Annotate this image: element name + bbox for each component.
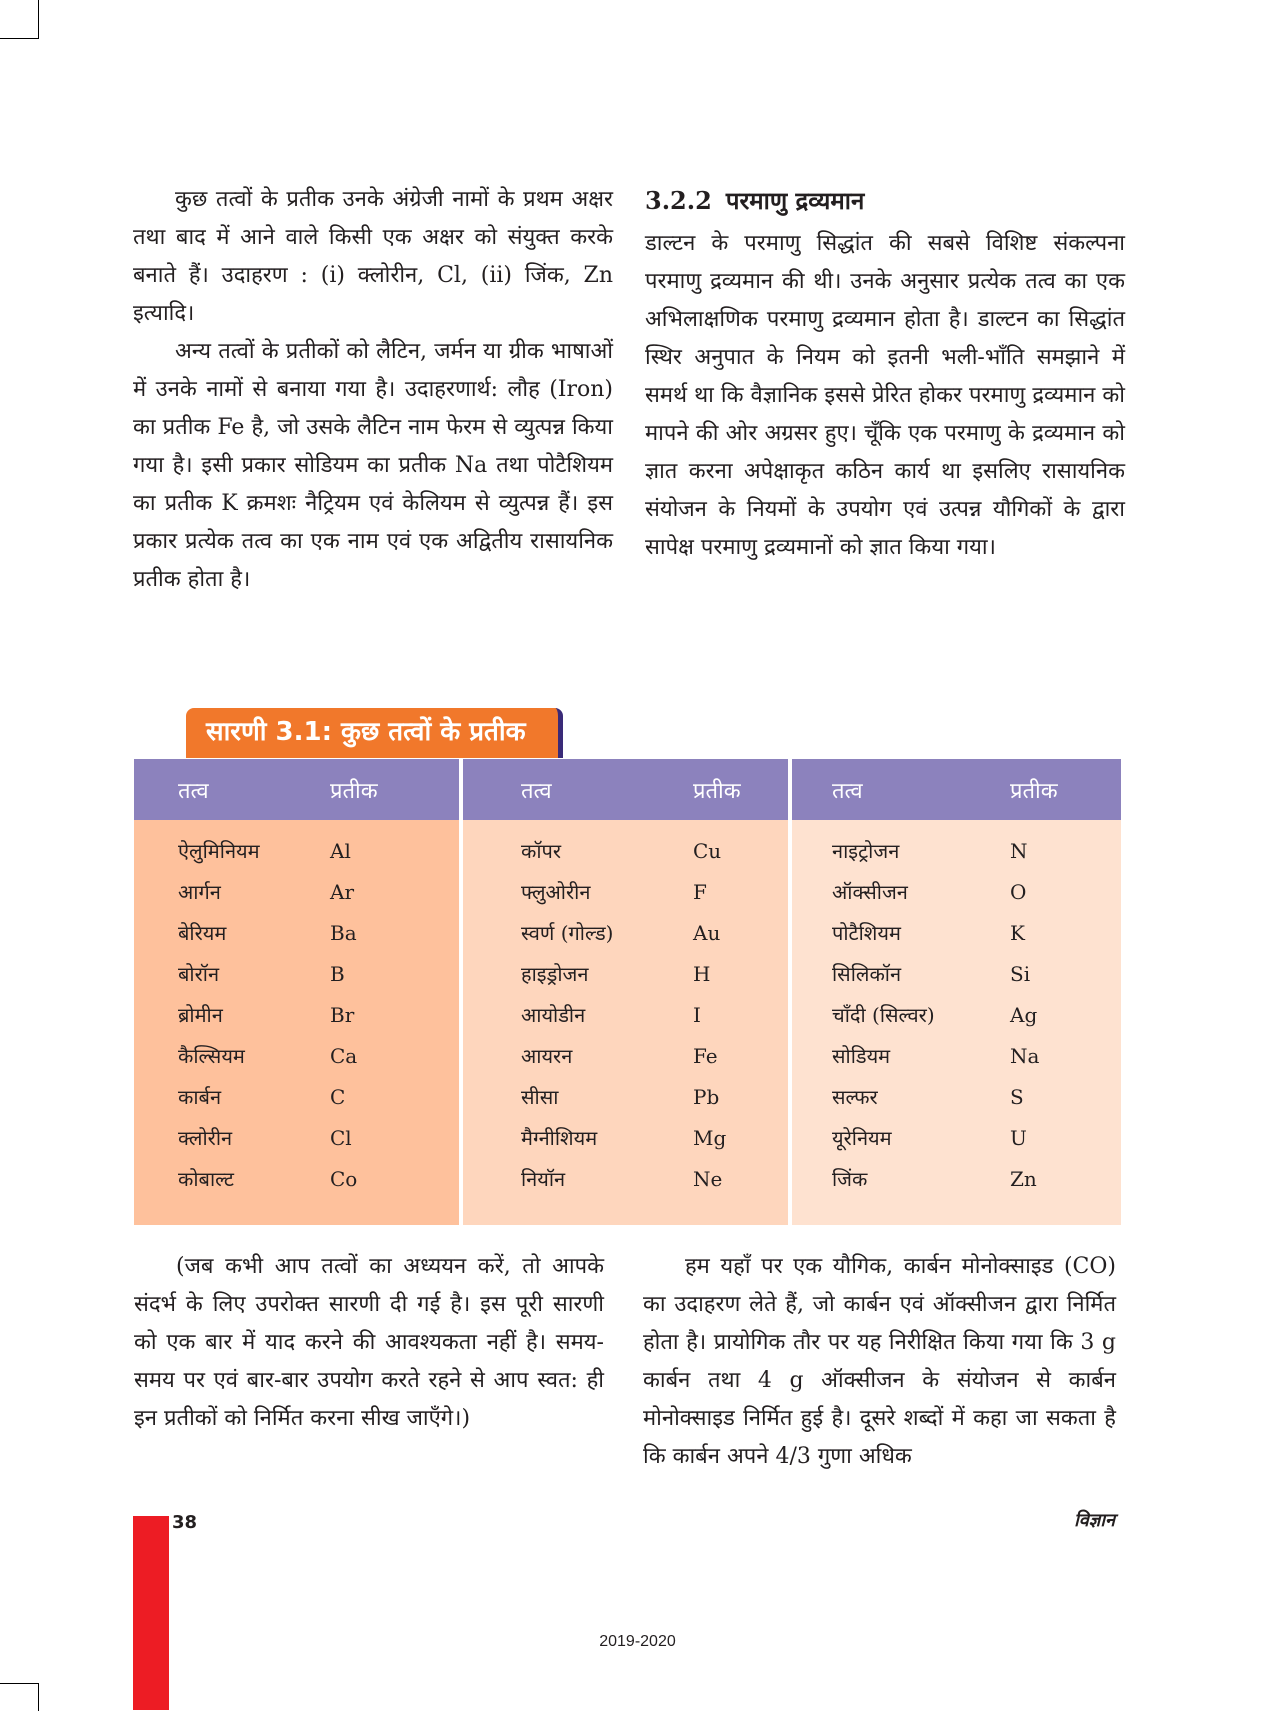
element-name: सल्फर xyxy=(832,1085,878,1109)
element-name: बेरियम xyxy=(178,921,227,945)
table-row xyxy=(463,871,788,912)
table-row xyxy=(134,1117,459,1158)
table-column-3 xyxy=(788,759,1121,1225)
table-row xyxy=(463,994,788,1035)
table-row xyxy=(792,994,1121,1035)
element-name: पोटैशियम xyxy=(832,921,901,945)
header-symbol: प्रतीक xyxy=(693,778,741,804)
element-symbol: Ca xyxy=(330,1043,358,1068)
element-name: यूरेनियम xyxy=(832,1126,892,1150)
table-row xyxy=(134,1158,459,1199)
table-row xyxy=(134,830,459,871)
left-column-note xyxy=(134,1248,604,1438)
element-symbol: H xyxy=(693,961,711,986)
section-atomic-mass xyxy=(645,181,1125,567)
table-row xyxy=(463,1117,788,1158)
element-symbol: C xyxy=(330,1084,346,1109)
element-symbol: F xyxy=(693,879,707,904)
element-name: कैल्सियम xyxy=(178,1044,245,1068)
table-row xyxy=(463,912,788,953)
element-symbol: Ag xyxy=(1010,1002,1038,1027)
table-row xyxy=(792,1158,1121,1199)
edition-year: 2019-2020 xyxy=(599,1633,676,1650)
table-body xyxy=(134,820,459,1199)
element-name: कोबाल्ट xyxy=(178,1167,234,1191)
page-edge-marker xyxy=(133,1516,169,1710)
element-symbol: Na xyxy=(1010,1043,1040,1068)
table-row xyxy=(792,1117,1121,1158)
section-title: परमाणु द्रव्यमान xyxy=(725,186,865,215)
table-row xyxy=(134,953,459,994)
table-row xyxy=(792,953,1121,994)
element-symbol: Fe xyxy=(693,1043,718,1068)
element-symbol: Ba xyxy=(330,920,357,945)
left-column-intro xyxy=(133,181,613,599)
element-symbol: Pb xyxy=(693,1084,720,1109)
table-row xyxy=(463,953,788,994)
table-row xyxy=(463,1076,788,1117)
element-symbol: Ar xyxy=(330,879,355,904)
table-body xyxy=(792,820,1121,1199)
element-symbol: K xyxy=(1010,920,1025,945)
header-element: तत्व xyxy=(832,778,863,804)
table-header xyxy=(463,759,788,820)
element-name: चाँदी (सिल्वर) xyxy=(832,1003,935,1027)
element-symbol: B xyxy=(330,961,345,986)
element-symbol: S xyxy=(1010,1084,1024,1109)
table-row xyxy=(463,1035,788,1076)
element-name: ऐलुमिनियम xyxy=(178,839,260,863)
element-name: आयरन xyxy=(521,1044,573,1068)
element-name: ब्रोमीन xyxy=(178,1003,223,1027)
element-symbol: Cu xyxy=(693,838,722,863)
book-name: विज्ञान xyxy=(1074,1510,1115,1531)
table-row xyxy=(134,1076,459,1117)
paragraph: (जब कभी आप तत्वों का अध्ययन करें, तो आपके संदर्भ के लिए उपरोक्त सारणी दी गई है। इस पूरी सारणी को एक बार में याद करने की आवश्यकता नहीं है। समय-समय पर एवं बार-बार उपयोग करते रहने से आप स्वत: ही इन प्रतीकों को निर्मित करना सीख जाएँगे।) xyxy=(134,1254,604,1431)
element-name: सोडियम xyxy=(832,1044,891,1068)
table-body xyxy=(463,820,788,1199)
paragraph: डाल्टन के परमाणु सिद्धांत की सबसे विशिष्ट संकल्पना परमाणु द्रव्यमान की थी। उनके अनुसार प्रत्येक तत्व का एक अभिलाक्षणिक परमाणु द्रव्यमान होता है। डाल्टन का सिद्धांत स्थिर अनुपात के नियम को इतनी भली-भाँति समझाने में समर्थ था कि वैज्ञानिक इससे प्रेरित होकर परमाणु द्रव्यमान को मापने की ओर अग्रसर हुए। चूँकि एक परमाणु के द्रव्यमान को ज्ञात करना अपेक्षाकृत कठिन कार्य था इसलिए रासायनिक संयोजन के नियमों के उपयोग एवं उत्पन्न यौगिकों के द्वारा सापेक्ष परमाणु द्रव्यमानों को ज्ञात किया गया। xyxy=(645,231,1125,560)
section-heading xyxy=(645,181,1125,221)
element-symbol: I xyxy=(693,1002,701,1027)
crop-mark-top xyxy=(0,0,39,39)
table-title: सारणी 3.1: कुछ तत्वों के प्रतीक xyxy=(186,708,563,758)
element-symbol: Br xyxy=(330,1002,355,1027)
table-row xyxy=(134,994,459,1035)
element-name: फ्लुओरीन xyxy=(521,880,591,904)
table-row xyxy=(792,1076,1121,1117)
element-symbol: Al xyxy=(330,838,351,863)
element-symbol: Cl xyxy=(330,1125,352,1150)
header-element: तत्व xyxy=(521,778,552,804)
table-row xyxy=(134,871,459,912)
table-header xyxy=(792,759,1121,820)
table-row xyxy=(792,830,1121,871)
table-column-1 xyxy=(134,759,459,1225)
element-name: नाइट्रोजन xyxy=(832,839,900,863)
table-row xyxy=(792,871,1121,912)
element-name: कॉपर xyxy=(521,839,562,863)
table-header xyxy=(134,759,459,820)
element-name: नियॉन xyxy=(521,1167,566,1191)
table-row xyxy=(134,1035,459,1076)
element-name: क्लोरीन xyxy=(178,1126,233,1150)
element-symbol: Zn xyxy=(1010,1166,1037,1191)
page-number: 38 xyxy=(172,1512,198,1533)
element-symbol: Mg xyxy=(693,1125,727,1150)
element-name: हाइड्रोजन xyxy=(521,962,589,986)
element-symbol: Au xyxy=(693,920,721,945)
section-number: 3.2.2 xyxy=(645,186,712,215)
table-row xyxy=(792,1035,1121,1076)
element-symbol: Co xyxy=(330,1166,358,1191)
table-row xyxy=(134,912,459,953)
element-name: सिलिकॉन xyxy=(832,962,902,986)
element-symbol: O xyxy=(1010,879,1027,904)
element-name: बोरॉन xyxy=(178,962,220,986)
element-name: आयोडीन xyxy=(521,1003,586,1027)
right-column-example xyxy=(643,1248,1116,1476)
table-row xyxy=(463,830,788,871)
table-column-2 xyxy=(459,759,788,1225)
element-name: ऑक्सीजन xyxy=(832,880,908,904)
element-name: सीसा xyxy=(521,1085,559,1109)
element-symbol: N xyxy=(1010,838,1028,863)
header-symbol: प्रतीक xyxy=(1010,778,1058,804)
element-name: मैग्नीशियम xyxy=(521,1126,598,1150)
element-name: जिंक xyxy=(832,1167,868,1191)
header-symbol: प्रतीक xyxy=(330,778,378,804)
paragraph: अन्य तत्वों के प्रतीकों को लैटिन, जर्मन या ग्रीक भाषाओं में उनके नामों से बनाया गया है। उदाहरणार्थ: लौह (Iron) का प्रतीक Fe है, जो उसके लैटिन नाम फेरम से व्युत्पन्न किया गया है। इसी प्रकार सोडियम का प्रतीक Na तथा पोटैशियम का प्रतीक K क्रमशः नैट्रियम एवं केलियम से व्युत्पन्न हैं। इस प्रकार प्रत्येक तत्व का एक नाम एवं एक अद्वितीय रासायनिक प्रतीक होता है। xyxy=(133,339,613,592)
element-name: आर्गन xyxy=(178,880,221,904)
element-symbol: Si xyxy=(1010,961,1031,986)
header-element: तत्व xyxy=(178,778,209,804)
crop-mark-bottom xyxy=(0,1683,39,1711)
paragraph: हम यहाँ पर एक यौगिक, कार्बन मोनोक्साइड (CO) का उदाहरण लेते हैं, जो कार्बन एवं ऑक्सीजन द्वारा निर्मित होता है। प्रायोगिक तौर पर यह निरीक्षित किया गया कि 3 g कार्बन तथा 4 g ऑक्सीजन के संयोजन से कार्बन मोनोक्साइड निर्मित हुई है। दूसरे शब्दों में कहा जा सकता है कि कार्बन अपने 4/3 गुणा अधिक xyxy=(643,1254,1116,1469)
element-name: स्वर्ण (गोल्ड) xyxy=(521,921,614,945)
element-symbol-table xyxy=(134,759,1125,1225)
element-symbol: Ne xyxy=(693,1166,723,1191)
table-row xyxy=(792,912,1121,953)
paragraph: कुछ तत्वों के प्रतीक उनके अंग्रेजी नामों के प्रथम अक्षर तथा बाद में आने वाले किसी एक अक्षर को संयुक्त करके बनाते हैं। उदाहरण : (i) क्लोरीन, Cl, (ii) जिंक, Zn इत्यादि। xyxy=(133,187,613,326)
table-row xyxy=(463,1158,788,1199)
element-symbol: U xyxy=(1010,1125,1027,1150)
element-name: कार्बन xyxy=(178,1085,222,1109)
